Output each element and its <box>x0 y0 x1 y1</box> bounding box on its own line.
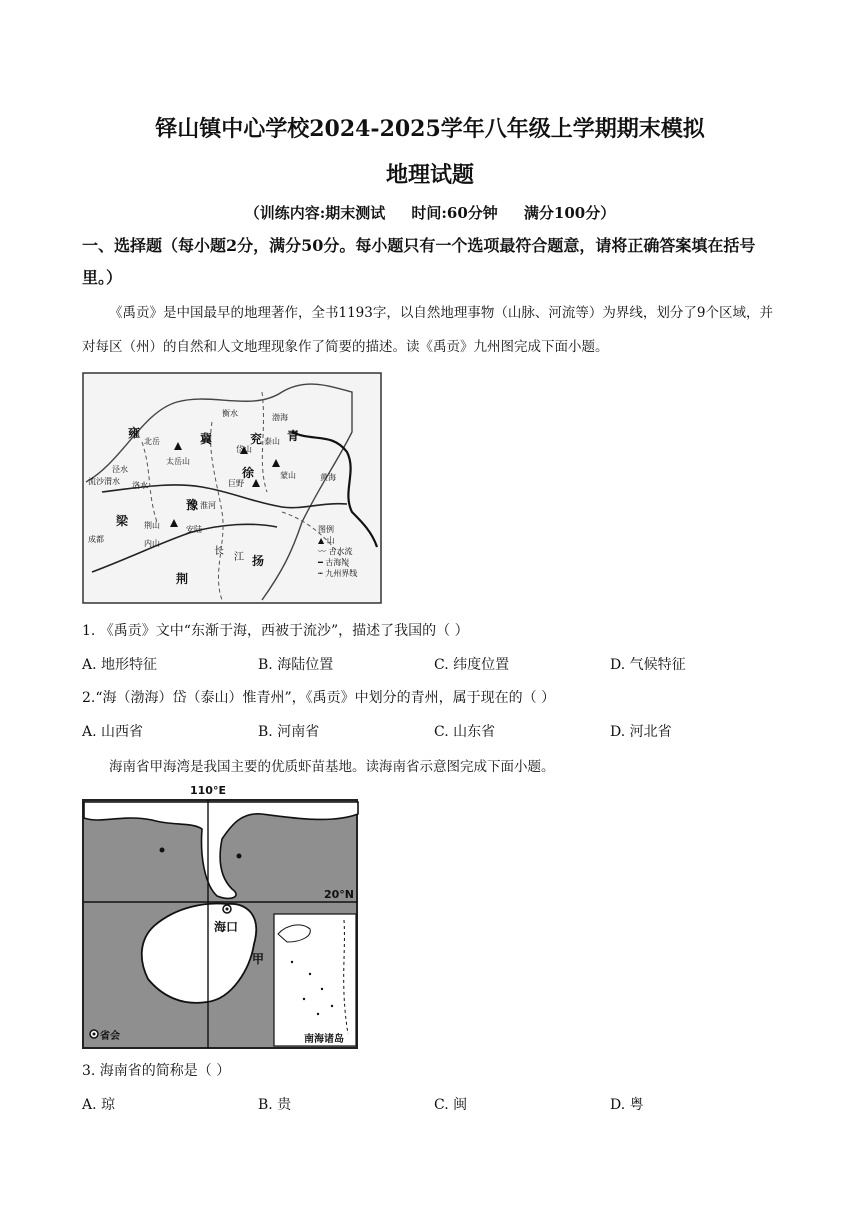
map1-label-hengshui: 衡水 <box>222 409 238 418</box>
map1-label-yang: 扬 <box>252 554 265 568</box>
map1-label-bohai: 渤海 <box>272 413 288 422</box>
map1-label-weishui: 渭水 <box>104 477 120 486</box>
map1-legend-river: 〰 古水流 <box>318 547 353 556</box>
map1-label-neishan: 内山 <box>144 539 160 548</box>
map1-label-mengshan: 蒙山 <box>280 471 296 480</box>
q2-option-d: D. 河北省 <box>610 724 672 740</box>
q3-option-c: C. 闽 <box>434 1097 468 1113</box>
map1-label-huanghai: 黄海 <box>320 473 336 482</box>
q3-option-a: A. 琼 <box>82 1097 116 1113</box>
map1-legend-mountain: ▲ 山 <box>318 536 335 545</box>
map1-label-yan: 兖 <box>250 432 263 446</box>
map1-label-jing: 荆 <box>176 572 189 586</box>
map1-label-juye: 巨野 <box>228 479 244 488</box>
q3-option-d: D. 粤 <box>610 1097 644 1113</box>
map2-city-haikou: 海口 <box>214 920 239 934</box>
q2-option-a: A. 山西省 <box>82 724 144 740</box>
map1-label-jingshan: 荆山 <box>144 521 160 530</box>
map1-label-yong: 雍 <box>128 426 141 440</box>
question-3-stem: 3. 海南省的简称是（ ） <box>82 1063 231 1079</box>
map1-label-liang: 梁 <box>116 514 129 528</box>
question-2-stem: 2.“海（渤海）岱（泰山）惟青州”，《禹贡》中划分的青州，属于现在的（ ） <box>82 690 556 706</box>
section-heading: 一、选择题（每小题2分，满分50分。每小题只有一个选项最符合题意，请将正确答案填在括号里。） <box>82 236 756 287</box>
map1-label-xu: 徐 <box>242 466 255 480</box>
map1-legend <box>318 524 380 579</box>
q1-option-b: B. 海陆位置 <box>258 657 334 673</box>
map1-label-chang: 长 <box>214 546 224 557</box>
map1-label-luoshui: 洛水 <box>132 481 148 490</box>
passage-hainan: 海南省甲海湾是我国主要的优质虾苗基地。读海南省示意图完成下面小题。 <box>109 759 555 775</box>
map1-label-huaihe: 淮河 <box>200 501 216 510</box>
exam-info: （训练内容:期末测试 时间:60分钟 满分100分） <box>244 204 616 222</box>
map1-label-liusha: 流沙 <box>88 477 104 486</box>
q1-option-c: C. 纬度位置 <box>434 657 510 673</box>
map2-inset-label: 南海诸岛 <box>304 1034 344 1045</box>
question-1-stem: 1. 《禹贡》文中“东渐于海，西被于流沙”，描述了我国的（ ） <box>82 623 469 639</box>
exam-subtitle: 地理试题 <box>385 162 474 188</box>
map1-label-qing: 青 <box>287 429 300 443</box>
map1-label-beiyue: 北岳 <box>144 437 160 446</box>
yugong-map <box>82 372 382 604</box>
q2-option-c: C. 山东省 <box>434 724 496 740</box>
map1-label-chengdu: 成都 <box>88 535 104 544</box>
map1-label-jingshui: 泾水 <box>112 465 128 474</box>
map1-legend-border: ┅ 九州界线 <box>318 569 358 578</box>
map1-legend-title: 图例 <box>318 525 334 534</box>
passage-yugong: 《禹贡》是中国最早的地理著作，全书1193字，以自然地理事物（山脉、河流等）为界线，划分了9个区域，并对每区（州）的自然和人文地理现象作了简要的描述。读《禹贡》九州图完成下面小题。 <box>82 305 773 355</box>
map1-label-yu: 豫 <box>186 498 199 512</box>
q1-option-a: A. 地形特征 <box>82 657 158 673</box>
map1-label-anlu: 安陆 <box>186 525 202 534</box>
map2-legend-capital: 省会 <box>100 1031 120 1042</box>
q3-option-b: B. 贵 <box>258 1097 292 1113</box>
map2-longitude-label: 110°E <box>190 784 226 797</box>
map1-label-taiyue: 太岳山 <box>166 457 190 466</box>
map1-legend-coast: ━ 古海岸 <box>318 558 350 567</box>
map2-latitude-label: 20°N <box>324 888 355 901</box>
exam-title: 铎山镇中心学校2024-2025学年八年级上学期期末模拟 <box>155 116 705 142</box>
hainan-map <box>82 784 360 1050</box>
q1-option-d: D. 气候特征 <box>610 657 686 673</box>
map1-label-jiang: 江 <box>234 552 244 563</box>
map1-label-daishan: 岱山 <box>236 445 252 454</box>
q2-option-b: B. 河南省 <box>258 724 320 740</box>
map2-bay-jia: 甲 <box>252 952 265 966</box>
map1-label-taishan: 泰山 <box>264 437 280 446</box>
map1-label-ji: 冀 <box>200 432 213 446</box>
